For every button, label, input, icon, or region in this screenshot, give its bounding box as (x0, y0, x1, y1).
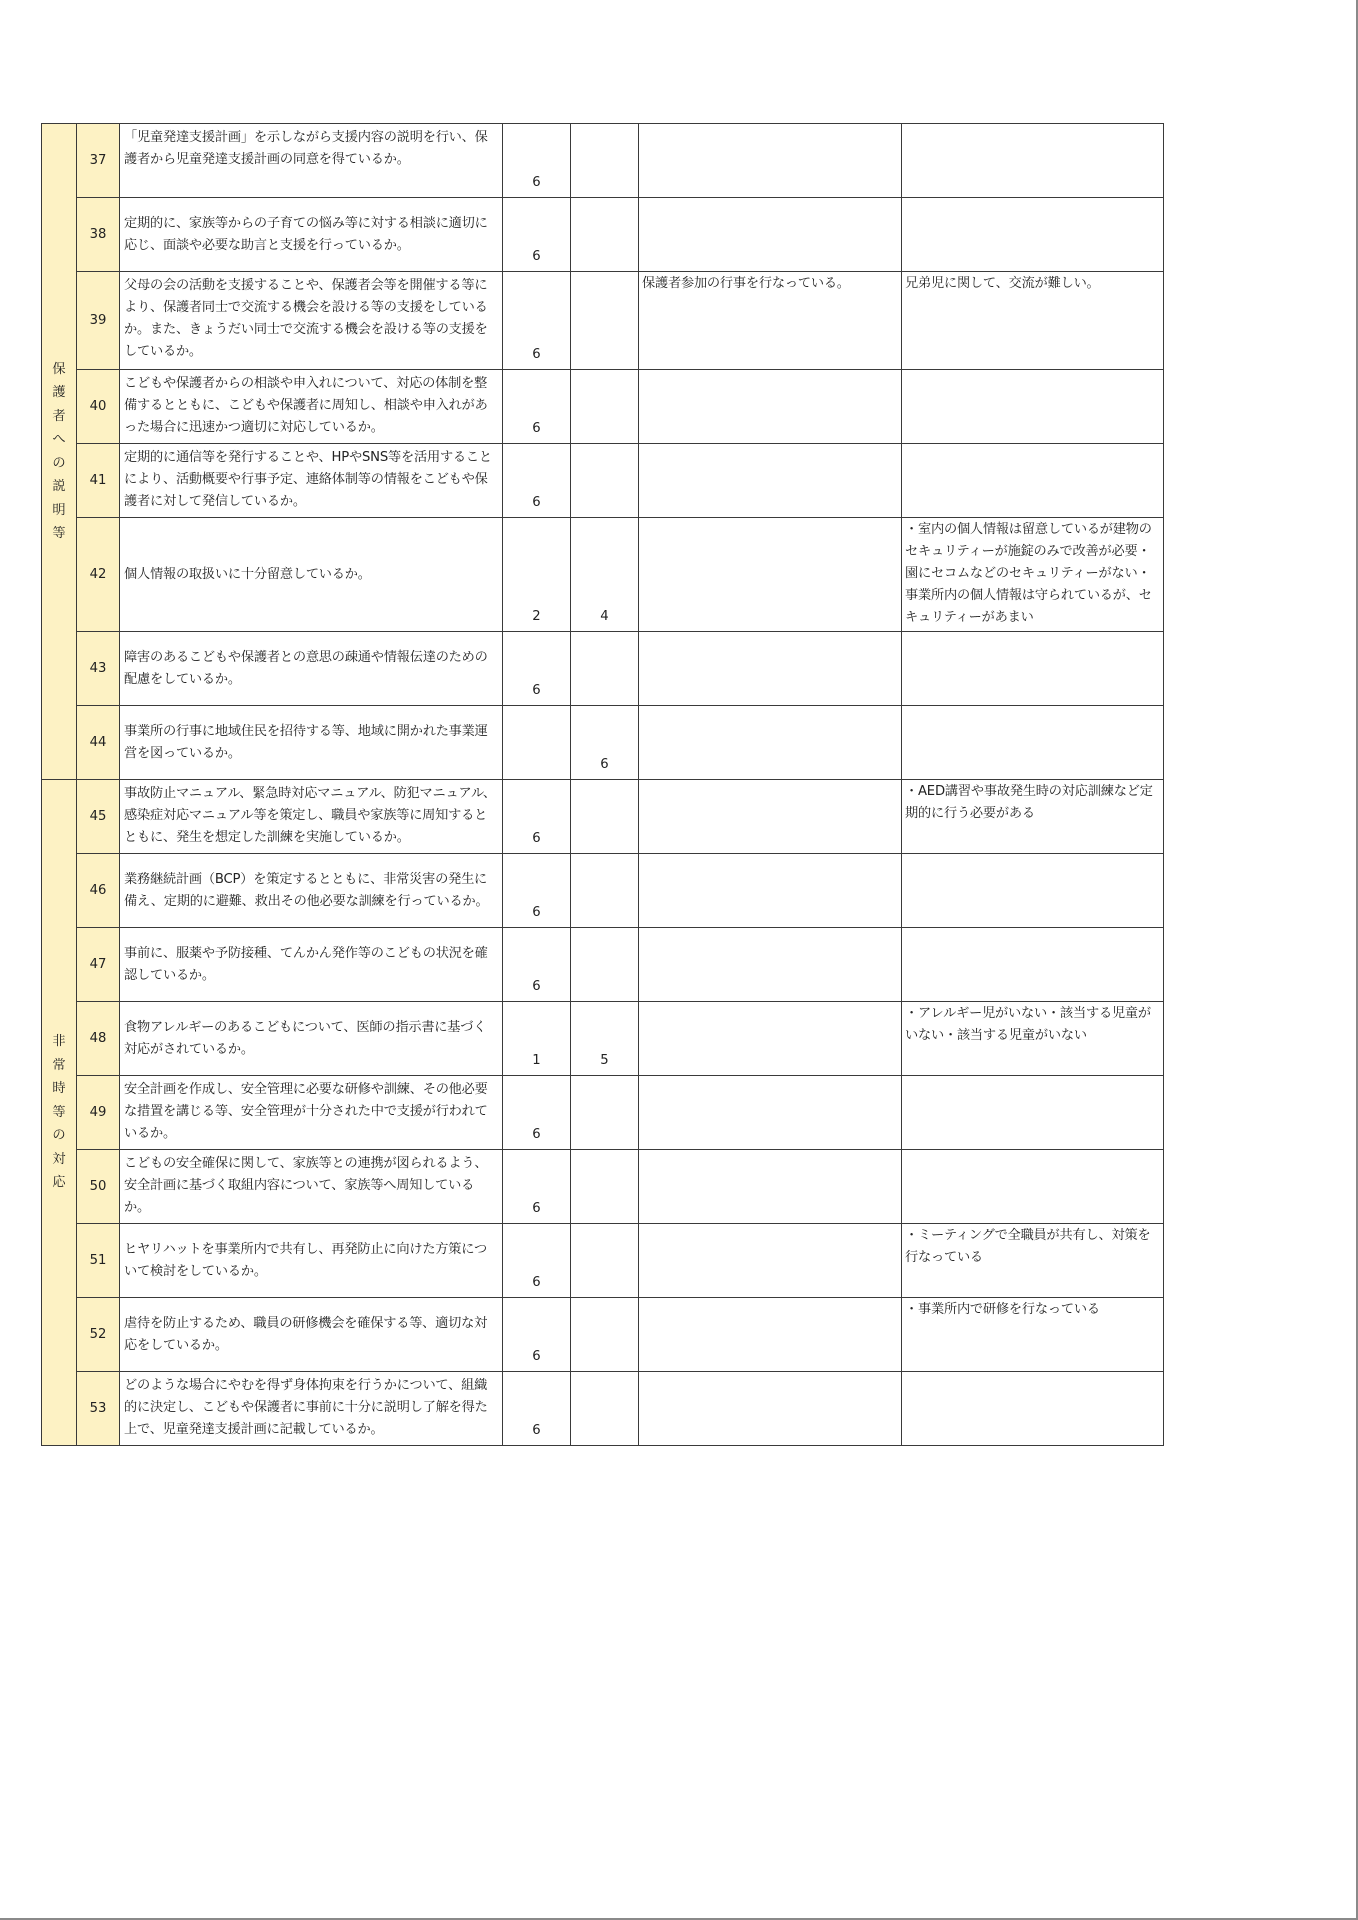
row-number: 43 (77, 632, 120, 706)
count-yes: 6 (503, 1372, 571, 1446)
question-text: 定期的に通信等を発行することや、HPやSNS等を活用することにより、活動概要や行事予定、連絡体制等の情報をこどもや保護者に対して発信しているか。 (120, 444, 503, 518)
table-row (42, 444, 1164, 518)
effort-comment (639, 928, 902, 1002)
feedback-comment: 兄弟児に関して、交流が難しい。 (902, 272, 1164, 370)
effort-comment (639, 1076, 902, 1150)
count-no (571, 1224, 639, 1298)
question-text: 個人情報の取扱いに十分留意しているか。 (120, 518, 503, 632)
evaluation-table (41, 123, 1164, 1446)
question-text: どのような場合にやむを得ず身体拘束を行うかについて、組織的に決定し、こどもや保護者に事前に十分に説明し了解を得た上で、児童発達支援計画に記載しているか。 (120, 1372, 503, 1446)
question-text: こどもや保護者からの相談や申入れについて、対応の体制を整備するとともに、こどもや保護者に周知し、相談や申入れがあった場合に迅速かつ適切に対応しているか。 (120, 370, 503, 444)
count-yes: 6 (503, 444, 571, 518)
feedback-comment: ・AED講習や事故発生時の対応訓練など定期的に行う必要がある (902, 780, 1164, 854)
feedback-comment: ・室内の個人情報は留意しているが建物のセキュリティーが施錠のみで改善が必要・園にセコムなどのセキュリティーがない・事業所内の個人情報は守られているが、セキュリティーがあまい (902, 518, 1164, 632)
effort-comment: 保護者参加の行事を行なっている。 (639, 272, 902, 370)
feedback-comment: ・事業所内で研修を行なっている (902, 1298, 1164, 1372)
question-text: 業務継続計画（BCP）を策定するとともに、非常災害の発生に備え、定期的に避難、救出その他必要な訓練を行っているか。 (120, 854, 503, 928)
question-text: 定期的に、家族等からの子育ての悩み等に対する相談に適切に応じ、面談や必要な助言と支援を行っているか。 (120, 198, 503, 272)
question-text: 事業所の行事に地域住民を招待する等、地域に開かれた事業運営を図っているか。 (120, 706, 503, 780)
count-yes: 6 (503, 370, 571, 444)
feedback-comment (902, 928, 1164, 1002)
category-cell-emergency (42, 780, 77, 1446)
count-yes: 6 (503, 1224, 571, 1298)
effort-comment (639, 706, 902, 780)
effort-comment (639, 1372, 902, 1446)
feedback-comment (902, 124, 1164, 198)
effort-comment (639, 124, 902, 198)
table-row (42, 780, 1164, 854)
feedback-comment: ・アレルギー児がいない・該当する児童がいない・該当する児童がいない (902, 1002, 1164, 1076)
count-no (571, 928, 639, 1002)
effort-comment (639, 1298, 902, 1372)
table-row (42, 1002, 1164, 1076)
count-no: 5 (571, 1002, 639, 1076)
count-no (571, 854, 639, 928)
table-row (42, 124, 1164, 198)
feedback-comment (902, 854, 1164, 928)
row-number: 50 (77, 1150, 120, 1224)
feedback-comment (902, 1372, 1164, 1446)
count-no: 6 (571, 706, 639, 780)
count-no (571, 1298, 639, 1372)
row-number: 41 (77, 444, 120, 518)
effort-comment (639, 1224, 902, 1298)
row-number: 48 (77, 1002, 120, 1076)
question-text: ヒヤリハットを事業所内で共有し、再発防止に向けた方策について検討をしているか。 (120, 1224, 503, 1298)
effort-comment (639, 632, 902, 706)
table-row (42, 632, 1164, 706)
count-no (571, 1372, 639, 1446)
row-number: 49 (77, 1076, 120, 1150)
count-no: 4 (571, 518, 639, 632)
count-no (571, 1076, 639, 1150)
row-number: 42 (77, 518, 120, 632)
row-number: 46 (77, 854, 120, 928)
count-no (571, 632, 639, 706)
count-yes: 6 (503, 854, 571, 928)
row-number: 52 (77, 1298, 120, 1372)
question-text: 事前に、服薬や予防接種、てんかん発作等のこどもの状況を確認しているか。 (120, 928, 503, 1002)
category-cell-parents (42, 124, 77, 780)
count-yes: 6 (503, 1298, 571, 1372)
question-text: 食物アレルギーのあるこどもについて、医師の指示書に基づく対応がされているか。 (120, 1002, 503, 1076)
feedback-comment (902, 1076, 1164, 1150)
table-row (42, 198, 1164, 272)
table-row (42, 272, 1164, 370)
count-yes: 6 (503, 928, 571, 1002)
question-text: 「児童発達支援計画」を示しながら支援内容の説明を行い、保護者から児童発達支援計画の同意を得ているか。 (120, 124, 503, 198)
row-number: 44 (77, 706, 120, 780)
count-no (571, 198, 639, 272)
row-number: 40 (77, 370, 120, 444)
row-number: 47 (77, 928, 120, 1002)
table-row (42, 1224, 1164, 1298)
row-number: 53 (77, 1372, 120, 1446)
effort-comment (639, 854, 902, 928)
table-row (42, 370, 1164, 444)
table-row (42, 1298, 1164, 1372)
count-yes: 6 (503, 272, 571, 370)
count-yes: 6 (503, 1076, 571, 1150)
table-row (42, 928, 1164, 1002)
count-yes: 6 (503, 632, 571, 706)
question-text: 障害のあるこどもや保護者との意思の疎通や情報伝達のための配慮をしているか。 (120, 632, 503, 706)
count-no (571, 780, 639, 854)
row-number: 38 (77, 198, 120, 272)
count-yes: 2 (503, 518, 571, 632)
count-yes: 6 (503, 780, 571, 854)
feedback-comment (902, 444, 1164, 518)
table-row (42, 1372, 1164, 1446)
count-yes: 6 (503, 198, 571, 272)
table-row (42, 518, 1164, 632)
feedback-comment (902, 370, 1164, 444)
count-yes: 6 (503, 1150, 571, 1224)
table-row (42, 1076, 1164, 1150)
effort-comment (639, 1150, 902, 1224)
row-number: 51 (77, 1224, 120, 1298)
count-yes (503, 706, 571, 780)
count-no (571, 272, 639, 370)
count-no (571, 124, 639, 198)
question-text: 父母の会の活動を支援することや、保護者会等を開催する等により、保護者同士で交流する機会を設ける等の支援をしているか。また、きょうだい同士で交流する機会を設ける等の支援をしているか。 (120, 272, 503, 370)
category-label: 保 護 者 へ の 説 明 等 (52, 361, 66, 541)
effort-comment (639, 780, 902, 854)
row-number: 45 (77, 780, 120, 854)
feedback-comment (902, 632, 1164, 706)
question-text: 安全計画を作成し、安全管理に必要な研修や訓練、その他必要な措置を講じる等、安全管理が十分された中で支援が行われているか。 (120, 1076, 503, 1150)
count-no (571, 370, 639, 444)
row-number: 39 (77, 272, 120, 370)
feedback-comment: ・ミーティングで全職員が共有し、対策を行なっている (902, 1224, 1164, 1298)
feedback-comment (902, 1150, 1164, 1224)
table-row (42, 706, 1164, 780)
table-row (42, 1150, 1164, 1224)
question-text: 事故防止マニュアル、緊急時対応マニュアル、防犯マニュアル、感染症対応マニュアル等を策定し、職員や家族等に周知するとともに、発生を想定した訓練を実施しているか。 (120, 780, 503, 854)
table-row (42, 854, 1164, 928)
effort-comment (639, 370, 902, 444)
feedback-comment (902, 198, 1164, 272)
effort-comment (639, 444, 902, 518)
count-no (571, 444, 639, 518)
row-number: 37 (77, 124, 120, 198)
effort-comment (639, 1002, 902, 1076)
question-text: こどもの安全確保に関して、家族等との連携が図られるよう、安全計画に基づく取組内容について、家族等へ周知しているか。 (120, 1150, 503, 1224)
effort-comment (639, 198, 902, 272)
feedback-comment (902, 706, 1164, 780)
category-label: 非 常 時 等 の 対 応 (52, 1034, 66, 1191)
count-yes: 1 (503, 1002, 571, 1076)
count-yes: 6 (503, 124, 571, 198)
effort-comment (639, 518, 902, 632)
question-text: 虐待を防止するため、職員の研修機会を確保する等、適切な対応をしているか。 (120, 1298, 503, 1372)
count-no (571, 1150, 639, 1224)
